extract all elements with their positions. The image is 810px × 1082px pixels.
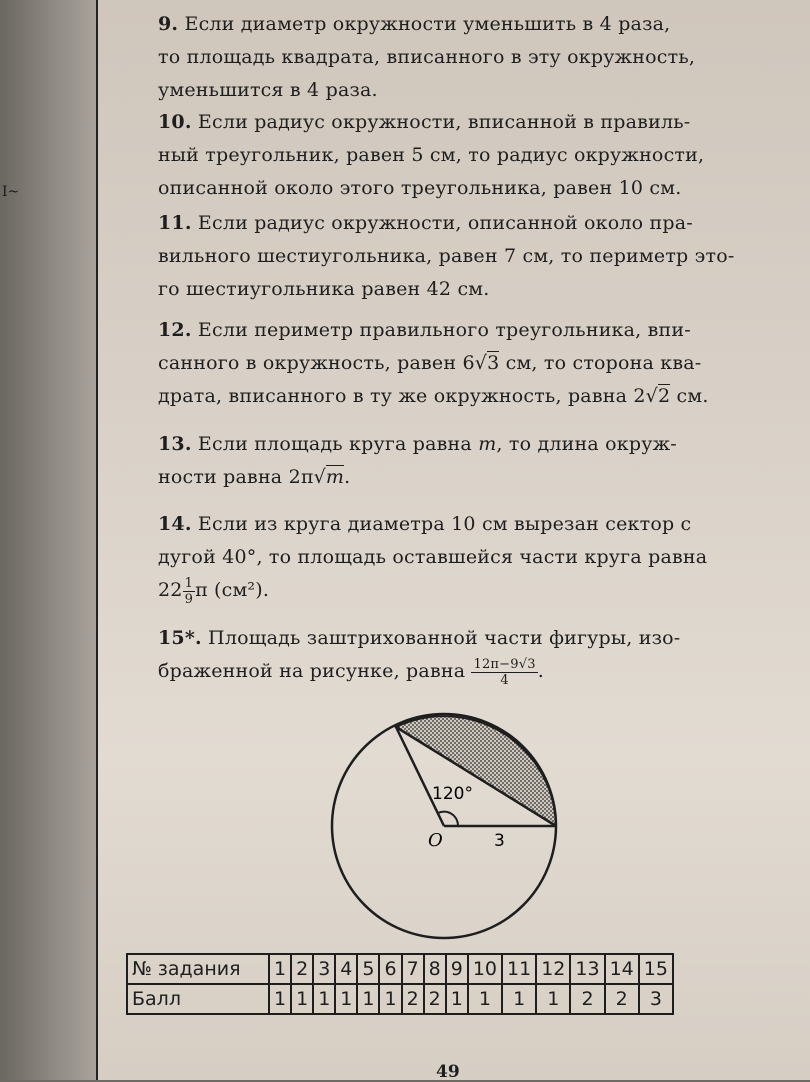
statement-text: вильного шестиугольника, равен 7 см, то периметр это-	[158, 245, 735, 267]
statement-10	[158, 106, 788, 205]
table-cell: 5	[357, 954, 379, 984]
table-cell: 1	[502, 984, 536, 1014]
angle-label: 120°	[432, 784, 473, 804]
statement-number: 10.	[158, 111, 192, 133]
table-cell: 1	[335, 984, 357, 1014]
left-page-margin	[0, 0, 98, 1080]
table-cell: 10	[468, 954, 502, 984]
page-number: 49	[436, 1062, 460, 1082]
circle-segment-figure	[328, 700, 588, 950]
center-label: O	[428, 830, 443, 851]
statement-text: санного в окружность, равен 6√3 см, то сторона ква-	[158, 352, 702, 374]
statement-text: Если диаметр окружности уменьшить в 4 раза,	[184, 13, 671, 35]
table-cell: 2	[570, 984, 604, 1014]
statement-text: браженной на рисунке, равна $\frac{12\pi-9√3}{4}$ .	[158, 656, 544, 688]
row-header: № задания	[127, 954, 269, 984]
table-cell: 15	[639, 954, 673, 984]
table-cell: 2	[424, 984, 446, 1014]
table-cell: 4	[335, 954, 357, 984]
table-cell: 2	[402, 984, 424, 1014]
statement-number: 9.	[158, 13, 179, 35]
statement-text: 22 $\frac{1}{9}$ π (см²).	[158, 575, 270, 607]
statement-14	[158, 508, 788, 607]
statement-number: 11.	[158, 212, 192, 234]
table-cell: 1	[446, 984, 468, 1014]
statement-15	[158, 622, 788, 688]
table-cell: 1	[291, 984, 313, 1014]
statement-13: 13. Если площадь круга равна m, то длина окруж- ности равна 2π√m.	[158, 428, 788, 494]
statement-text: го шестиугольника равен 42 см.	[158, 278, 490, 300]
statement-12	[158, 314, 788, 413]
statement-11	[158, 207, 788, 306]
statement-text: описанной около этого треугольника, равен 10 см.	[158, 177, 682, 199]
statement-number: 14.	[158, 513, 192, 535]
statement-text: дугой 40°, то площадь оставшейся части круга равна	[158, 546, 708, 568]
table-cell: 3	[313, 954, 335, 984]
score-row	[127, 984, 673, 1014]
book-page	[98, 0, 810, 1080]
table-cell: 7	[402, 954, 424, 984]
statement-text: уменьшится в 4 раза.	[158, 79, 378, 101]
table-cell: 1	[269, 954, 291, 984]
area-fraction: $\frac{12\pi-9√3}{4}$	[473, 656, 536, 688]
table-cell: 1	[313, 984, 335, 1014]
table-cell: 1	[379, 984, 401, 1014]
statement-9	[158, 8, 788, 107]
table-cell: 14	[605, 954, 639, 984]
table-cell: 1	[357, 984, 379, 1014]
score-table	[126, 953, 674, 1015]
statement-text: Если радиус окружности, вписанной в правиль-	[197, 111, 691, 133]
statement-text: ный треугольник, равен 5 см, то радиус окружности,	[158, 144, 705, 166]
table-cell: 1	[536, 984, 570, 1014]
row-header: Балл	[127, 984, 269, 1014]
statement-text: ности равна 2π√m.	[158, 466, 351, 488]
table-cell: 1	[468, 984, 502, 1014]
statement-text: то площадь квадрата, вписанного в эту окружность,	[158, 46, 696, 68]
statement-text: Площадь заштрихованной части фигуры, изо-	[208, 627, 681, 649]
statement-number: 15*.	[158, 627, 202, 649]
statement-number: 12.	[158, 319, 192, 341]
statement-text: драта, вписанного в ту же окружность, равна 2√2 см.	[158, 385, 709, 407]
table-cell: 11	[502, 954, 536, 984]
table-cell: 9	[446, 954, 468, 984]
radius-label: 3	[494, 831, 505, 851]
margin-mark: I~	[2, 184, 20, 200]
shaded-segment	[396, 716, 556, 826]
table-cell: 13	[570, 954, 604, 984]
statement-text: Если радиус окружности, описанной около пра-	[197, 212, 693, 234]
table-cell: 3	[639, 984, 673, 1014]
table-cell: 6	[379, 954, 401, 984]
statement-text: Если площадь круга равна	[197, 433, 479, 455]
task-number-row	[127, 954, 673, 984]
statement-text: Если периметр правильного треугольника, впи-	[197, 319, 691, 341]
table-cell: 8	[424, 954, 446, 984]
table-cell: 12	[536, 954, 570, 984]
table-cell: 2	[605, 984, 639, 1014]
table-cell: 2	[291, 954, 313, 984]
statement-text: Если из круга диаметра 10 см вырезан сектор с	[197, 513, 692, 535]
table-cell: 1	[269, 984, 291, 1014]
statement-number: 13.	[158, 433, 192, 455]
